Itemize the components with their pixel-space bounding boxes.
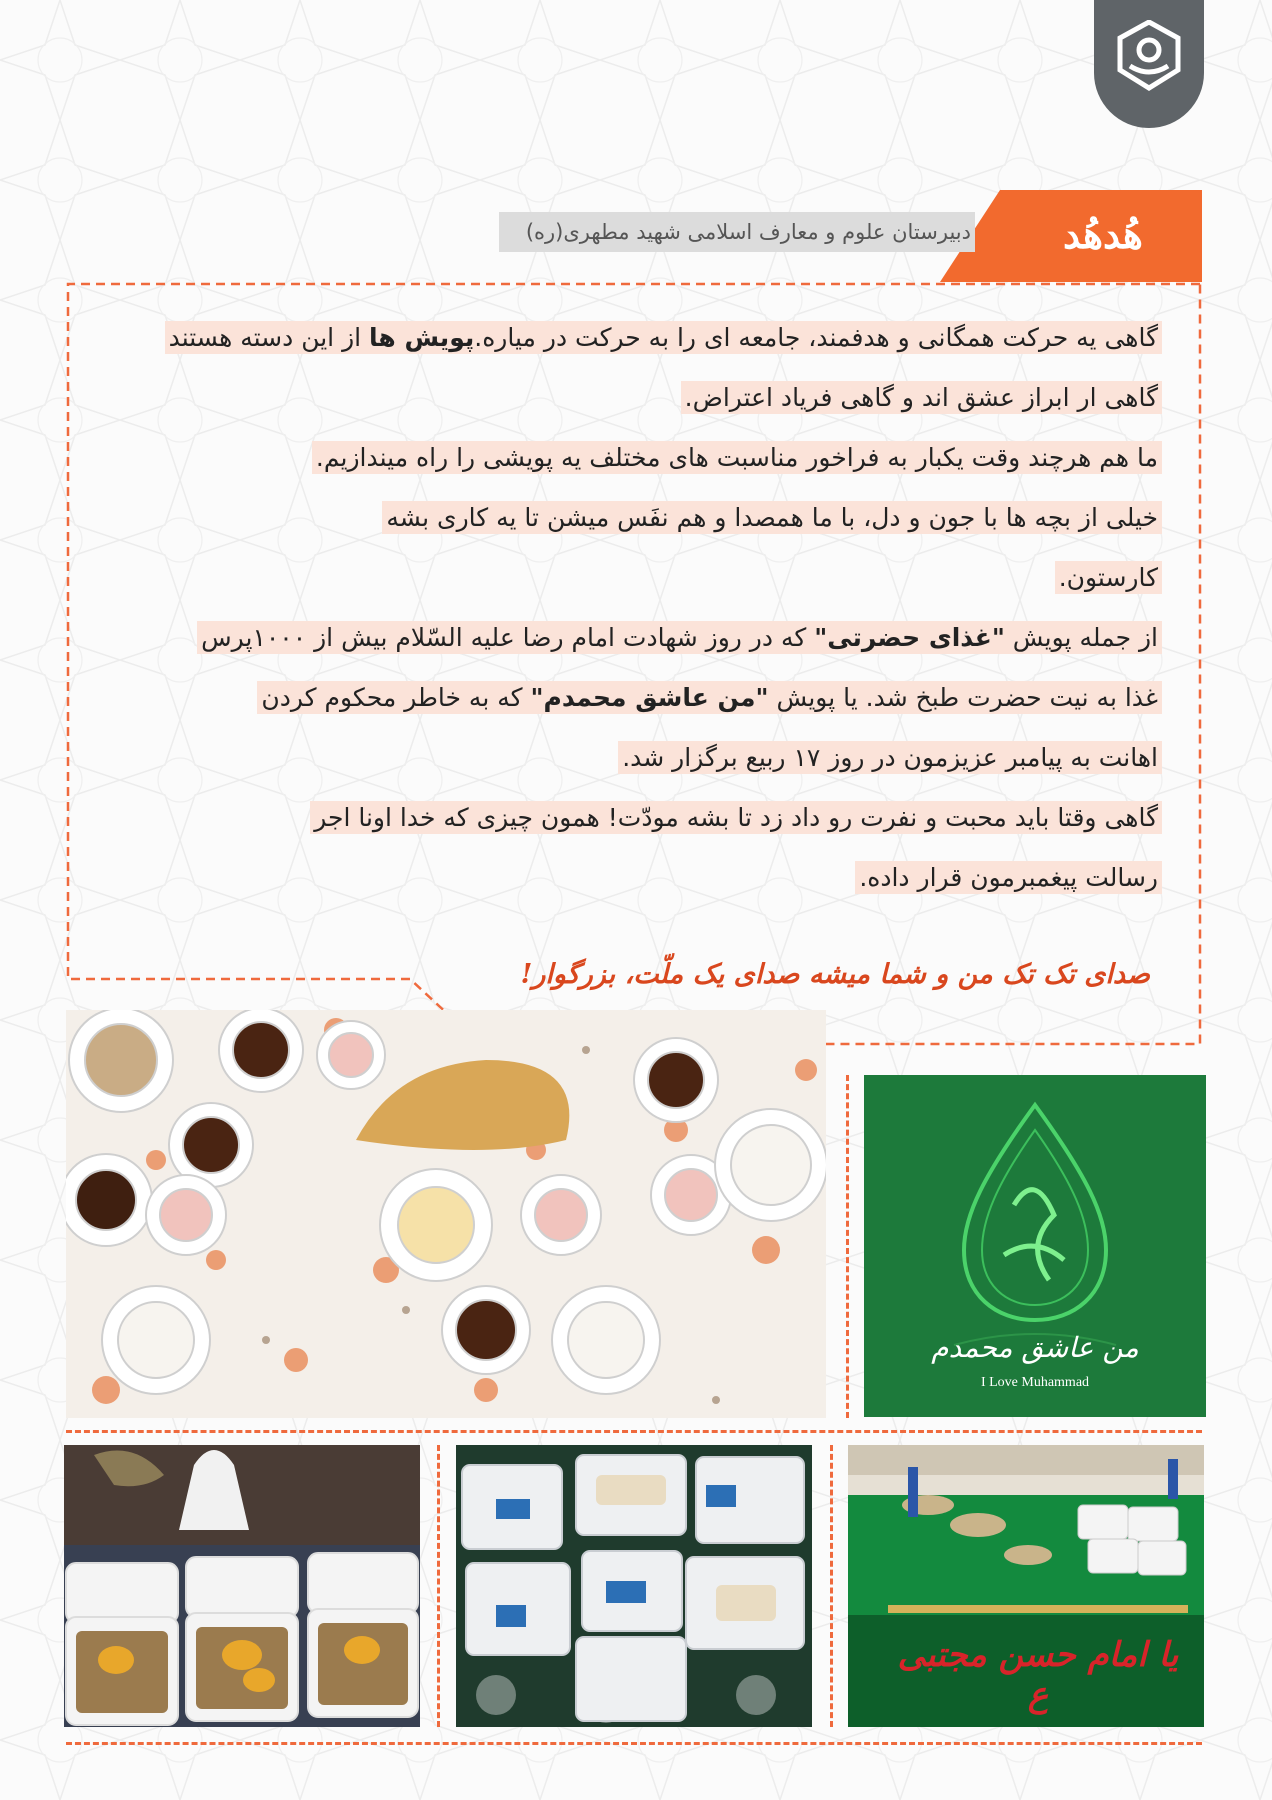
divider-vertical bbox=[437, 1445, 440, 1727]
logo-tab bbox=[1094, 0, 1204, 128]
school-emblem-icon bbox=[1116, 20, 1182, 92]
section-title: هُدهُد bbox=[1063, 212, 1143, 257]
body-text bbox=[110, 316, 1162, 916]
text-line: از جمله پویش "غذای حضرتی" که در روز شهادت امام رضا علیه السّلام بیش از ۱۰۰۰پرس bbox=[110, 616, 1162, 676]
text-line: کارستون. bbox=[110, 556, 1162, 616]
poster-image bbox=[864, 1075, 1206, 1417]
text-line: اهانت به پیامبر عزیزمون در روز ۱۷ ربیع برگزار شد. bbox=[110, 736, 1162, 796]
photo-event-table bbox=[848, 1445, 1204, 1727]
photo-poster bbox=[864, 1075, 1206, 1417]
poster-calligraphy: من عاشق محمدم bbox=[931, 1331, 1139, 1364]
photo-food-boxes bbox=[64, 1445, 420, 1727]
text-line: غذا به نیت حضرت طبخ شد. یا پویش "من عاشق محمدم" که به خاطر محکوم کردن bbox=[110, 676, 1162, 736]
text-line: گاهی وقتا باید محبت و نفرت رو داد زد تا بشه مودّت! همون چیزی که خدا اونا اجر bbox=[110, 796, 1162, 856]
divider-vertical bbox=[830, 1445, 833, 1727]
photo-food-packs bbox=[456, 1445, 812, 1727]
food-table-image bbox=[66, 1010, 826, 1418]
food-boxes-image bbox=[64, 1445, 420, 1727]
divider-horizontal bbox=[66, 1742, 1202, 1745]
poster-caption: I Love Muhammad bbox=[980, 1375, 1090, 1390]
slogan: صدای تک تک من و شما میشه صدای یک ملّت، بزرگوار! bbox=[520, 959, 1150, 990]
school-name: دبیرستان علوم و معارف اسلامی شهید مطهری(ره) bbox=[499, 212, 975, 252]
divider-vertical bbox=[846, 1075, 849, 1418]
text-line: خیلی از بچه ها با جون و دل، با ما همصدا و هم نفَس میشن تا یه کاری بشه bbox=[110, 496, 1162, 556]
photo-food-table bbox=[66, 1010, 826, 1418]
text-line: ما هم هرچند وقت یکبار به فراخور مناسبت های مختلف یه پویشی را راه میندازیم. bbox=[110, 436, 1162, 496]
text-line: گاهی یه حرکت همگانی و هدفمند، جامعه ای را به حرکت در میاره.پویش ها از این دسته هستند bbox=[110, 316, 1162, 376]
banner-text: یا امام حسن مجتبی ع bbox=[897, 1635, 1179, 1715]
food-packs-image bbox=[456, 1445, 812, 1727]
divider-horizontal bbox=[66, 1430, 1202, 1433]
text-line: گاهی ار ابراز عشق اند و گاهی فریاد اعتراض. bbox=[110, 376, 1162, 436]
text-line: رسالت پیغمبرمون قرار داده. bbox=[110, 856, 1162, 916]
